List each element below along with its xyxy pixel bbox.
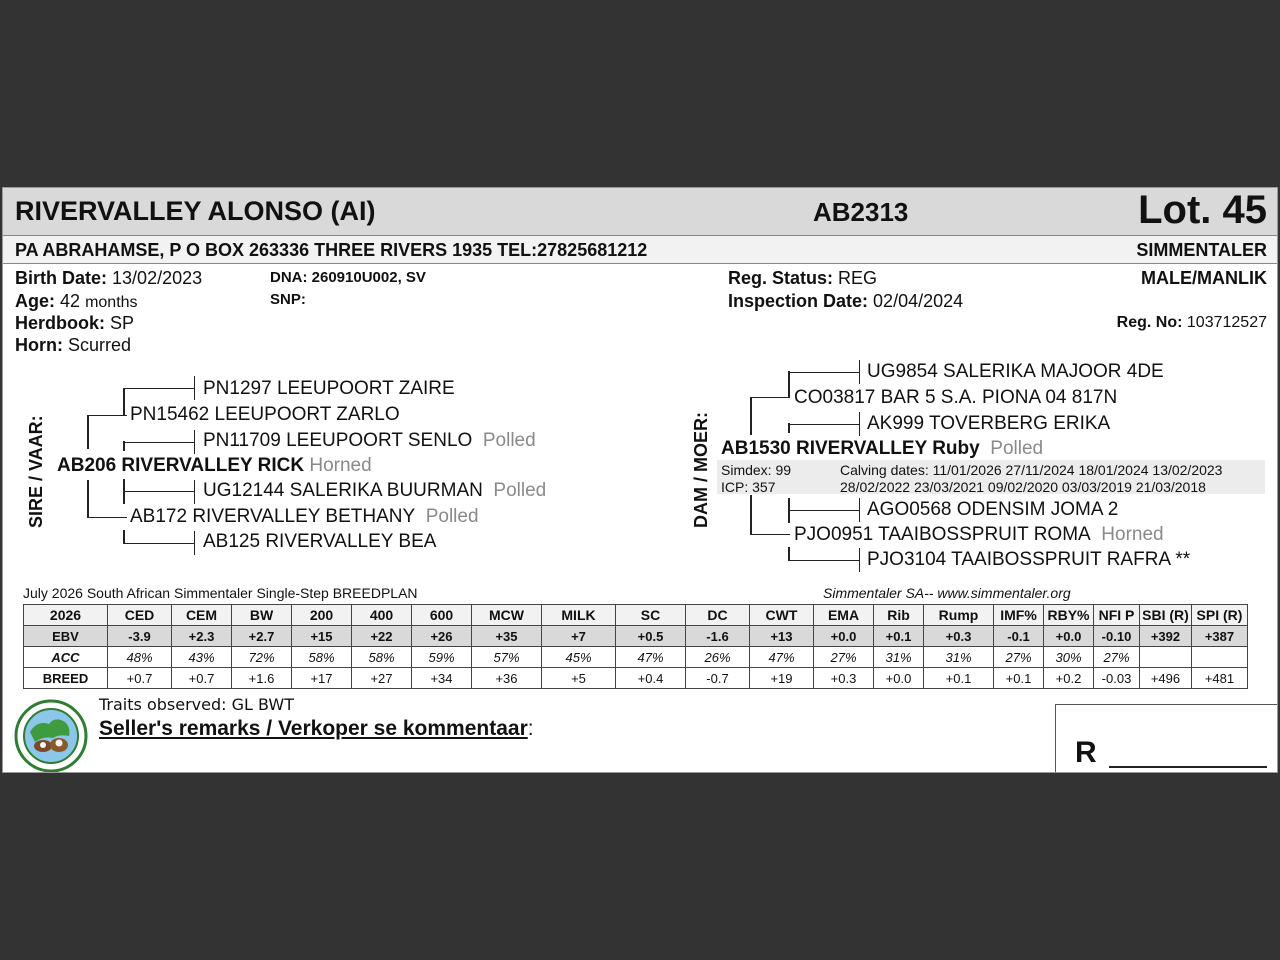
simmentaler-logo-icon <box>13 698 89 773</box>
inspection-date: Inspection Date: 02/04/2024 <box>728 291 964 311</box>
dam-animal: AB1530 RIVERVALLEY Ruby Polled <box>721 438 1044 459</box>
dam-calving-dates: Calving dates: 11/01/2026 27/11/2024 18/01/2024 13/02/2023 <box>840 462 1223 478</box>
lot-card <box>2 187 1278 773</box>
lot-number: Lot. 45 <box>1138 188 1267 232</box>
reg-number: Reg. No: 103712527 <box>1116 314 1267 331</box>
breedplan-title: July 2026 South African Simmentaler Single-Step BREEDPLAN <box>23 585 418 601</box>
dam-dam: PJO0951 TAAIBOSSPRUIT ROMA Horned <box>794 524 1164 545</box>
sire-dam-sire: UG12144 SALERIKA BUURMAN Polled <box>203 480 547 501</box>
sire-animal: AB206 RIVERVALLEY RICK Horned <box>57 455 372 476</box>
price-entry-line[interactable] <box>1109 766 1267 768</box>
dna-info: DNA: 260910U002, SV <box>270 269 426 286</box>
price-currency: R <box>1075 736 1097 769</box>
registration-code: AB2313 <box>813 197 909 227</box>
dam-icp: ICP: 357 <box>721 479 776 495</box>
dam-label: DAM / MOER: <box>691 412 711 528</box>
breed-name: SIMMENTALER <box>1136 240 1267 260</box>
snp-info: SNP: <box>270 291 306 308</box>
dam-sire-dam: AK999 TOVERBERG ERIKA <box>867 413 1111 434</box>
dam-simdex: Simdex: 99 <box>721 462 792 478</box>
reg-status: Reg. Status: REG <box>728 268 878 288</box>
sex: MALE/MANLIK <box>1141 268 1267 288</box>
ebv-accuracy-row: ACC 48% 43% 72% 58% 58% 59% 57% 45% 47% 26% 47% 27% 31% 31% 27% 30% 27% <box>24 647 1248 668</box>
sire-sire: PN15462 LEEUPOORT ZARLO <box>130 404 400 425</box>
birth-date: Birth Date: 13/02/2023 <box>15 268 203 288</box>
website: Simmentaler SA-- www.simmentaler.org <box>823 585 1071 601</box>
herdbook: Herdbook: SP <box>15 313 135 333</box>
ebv-table <box>23 604 1248 689</box>
horn-status: Horn: Scurred <box>15 335 132 355</box>
traits-observed: Traits observed: GL BWT <box>99 695 294 714</box>
ebv-breed-row: BREED +0.7 +0.7 +1.6 +17 +27 +34 +36 +5 +0.4 -0.7 +19 +0.3 +0.0 +0.1 +0.1 +0.2 -0.03 +496 +481 <box>24 668 1248 689</box>
ebv-values-row: EBV -3.9 +2.3 +2.7 +15 +22 +26 +35 +7 +0.5 -1.6 +13 +0.0 +0.1 +0.3 -0.1 +0.0 -0.10 +392 +387 <box>24 626 1248 647</box>
age: Age: 42 months <box>15 291 138 311</box>
sire-dam-dam: AB125 RIVERVALLEY BEA <box>203 531 437 552</box>
dam-dam-dam: PJO3104 TAAIBOSSPRUIT RAFRA ** <box>867 549 1191 570</box>
animal-name: RIVERVALLEY ALONSO (AI) <box>15 196 376 226</box>
seller-remarks-label: Seller's remarks / Verkoper se kommentaar: <box>99 717 534 740</box>
sire-label: SIRE / VAAR: <box>26 415 46 528</box>
ebv-header-row: 2026 CED CEM BW 200 400 600 MCW MILK SC DC CWT EMA Rib Rump IMF% RBY% NFI P SBI (R) SPI (R) <box>24 605 1248 626</box>
sire-sire-dam: PN11709 LEEUPOORT SENLO Polled <box>203 430 536 451</box>
breeder-address: PA ABRAHAMSE, P O BOX 263336 THREE RIVERS 1935 TEL:27825681212 <box>15 240 648 260</box>
dam-calving-dates-2: 28/02/2022 23/03/2021 09/02/2020 03/03/2019 21/03/2018 <box>840 479 1206 495</box>
dam-sire: CO03817 BAR 5 S.A. PIONA 04 817N <box>794 387 1118 408</box>
sire-dam: AB172 RIVERVALLEY BETHANY Polled <box>130 506 479 527</box>
dam-dam-sire: AGO0568 ODENSIM JOMA 2 <box>867 499 1119 520</box>
dam-sire-sire: UG9854 SALERIKA MAJOOR 4DE <box>867 361 1164 382</box>
sire-sire-sire: PN1297 LEEUPOORT ZAIRE <box>203 378 455 399</box>
